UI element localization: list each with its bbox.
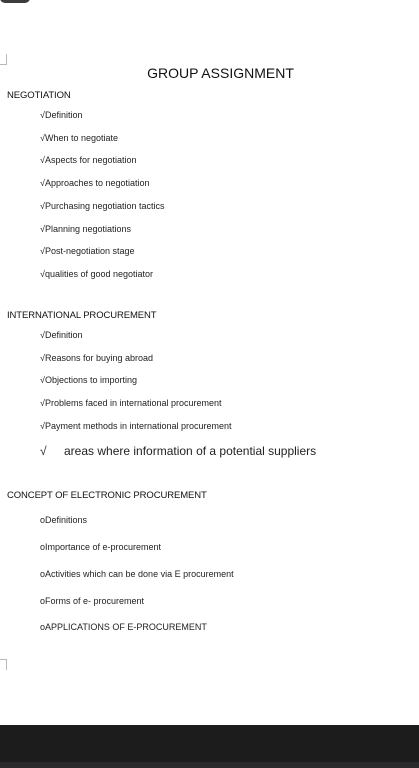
list-item: oDefinitions: [40, 515, 88, 525]
section-heading-international-procurement: INTERNATIONAL PROCUREMENT: [7, 310, 157, 321]
page-corner-mark-bottom: [0, 659, 7, 670]
list-item: √Approaches to negotiation: [40, 178, 150, 188]
list-item: √Definition: [40, 110, 83, 120]
check-mark: √: [40, 444, 47, 458]
list-item: oAPPLICATIONS OF E-PROCUREMENT: [40, 622, 207, 632]
list-item: √Post-negotiation stage: [40, 246, 135, 256]
list-item: √Planning negotiations: [40, 224, 132, 234]
list-item: oForms of e- procurement: [40, 596, 145, 606]
list-item: √Aspects for negotiation: [40, 155, 137, 165]
window-tab: [0, 0, 30, 3]
list-item: √Payment methods in international procurement: [40, 421, 232, 431]
list-item: √Definition: [40, 330, 83, 340]
bottom-toolbar: [0, 725, 419, 768]
list-item: √Objections to importing: [40, 375, 137, 385]
list-item: √When to negotiate: [40, 133, 118, 143]
list-item: oImportance of e-procurement: [40, 542, 162, 552]
list-item: oActivities which can be done via E procurement: [40, 569, 234, 579]
navigation-bar: [0, 762, 419, 768]
list-item: √Purchasing negotiation tactics: [40, 201, 165, 211]
list-item: √qualities of good negotiator: [40, 269, 154, 279]
list-item-text: areas where information of a potential suppliers: [64, 444, 317, 458]
list-item: √Problems faced in international procurement: [40, 398, 222, 408]
list-item: √Reasons for buying abroad: [40, 353, 154, 363]
list-item-large: [40, 444, 316, 458]
section-heading-electronic-procurement: CONCEPT OF ELECTRONIC PROCUREMENT: [7, 490, 207, 501]
page-title: GROUP ASSIGNMENT: [147, 65, 294, 81]
page-corner-mark-top: [0, 54, 7, 65]
section-heading-negotiation: NEGOTIATION: [7, 90, 71, 101]
